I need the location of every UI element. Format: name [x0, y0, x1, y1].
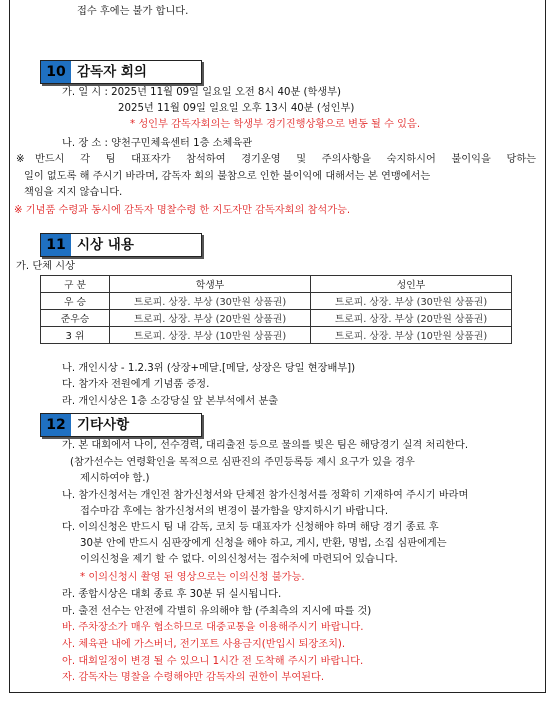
section-number: 11	[41, 234, 71, 256]
table-cell: 트로피. 상장. 부상 (10만원 상품권)	[311, 327, 512, 344]
meeting-paragraph-3: 책임을 지지 않습니다.	[24, 187, 123, 198]
section-11-header	[40, 233, 202, 257]
table-cell: 트로피. 상장. 부상 (30만원 상품권)	[311, 293, 512, 310]
misc-line: 접수마감 후에는 참가신청서의 변경이 불가함을 양지하시기 바랍니다.	[80, 506, 389, 517]
award-item-d: 라. 개인시상은 1층 소강당실 앞 본부석에서 분출	[62, 396, 279, 407]
table-cell: 트로피. 상장. 부상 (10만원 상품권)	[110, 327, 311, 344]
misc-line: 30분 안에 반드시 심판장에게 신청을 해야 하고, 게시, 반환, 명법, 소집 심판에게는	[80, 538, 447, 549]
award-subtitle: 가. 단체 시상	[16, 261, 75, 272]
meeting-place: 나. 장 소 : 양천구민체육센터 1층 소체육관	[62, 138, 253, 149]
misc-line: 나. 참가신청서는 개인전 참가신청서와 단체전 참가신청서를 정확히 기재하여 주시기 바라며	[62, 490, 469, 501]
section-number: 10	[41, 61, 71, 83]
award-item-b: 나. 개인시상 - 1.2.3위 (상장+메달.[메달, 상장은 당일 현장배부])	[62, 363, 356, 374]
award-table	[40, 275, 512, 344]
meeting-date-1: 가. 일 시 : 2025년 11월 09일 일요일 오전 8시 40분 (학생부)	[62, 87, 341, 98]
misc-line: 자. 감독자는 명찰을 수령해야만 감독자의 권한이 부여된다.	[62, 672, 325, 683]
section-title: 감독자 회의	[77, 64, 147, 80]
table-header: 학생부	[110, 276, 311, 293]
table-cell: 3 위	[41, 327, 110, 344]
table-header: 성인부	[311, 276, 512, 293]
misc-line: 사. 체육관 내에 가스버너, 전기포트 사용금지(반입시 퇴장조치).	[62, 639, 346, 650]
section-title: 기타사항	[77, 417, 130, 433]
misc-line: 가. 본 대회에서 나이, 선수경력, 대리출전 등으로 물의를 빚은 팀은 해당경기 실격 처리한다.	[62, 440, 469, 451]
table-cell: 준우승	[41, 310, 110, 327]
misc-line: 이의신청을 제기 할 수 없다. 이의신청서는 접수처에 마련되어 있습니다.	[80, 554, 398, 565]
table-row	[41, 310, 512, 327]
misc-line: 다. 이의신청은 반드시 팀 내 감독, 코치 등 대표자가 신청해야 하며 해당 경기 종료 후	[62, 522, 439, 533]
misc-line: (참가선수는 연령확인을 목적으로 심판진의 주민등록등 제시 요구가 있을 경우	[70, 457, 415, 468]
top-line: 접수 후에는 불가 합니다.	[77, 6, 189, 17]
misc-line: * 이의신청시 촬영 된 영상으로는 이의신청 불가능.	[80, 572, 305, 583]
table-header-row	[41, 276, 512, 293]
misc-line: 바. 주차장소가 매우 협소하므로 대중교통을 이용해주시기 바랍니다.	[62, 622, 364, 633]
table-cell: 트로피. 상장. 부상 (20만원 상품권)	[311, 310, 512, 327]
section-10-header	[40, 60, 202, 84]
table-cell: 트로피. 상장. 부상 (20만원 상품권)	[110, 310, 311, 327]
table-row	[41, 327, 512, 344]
meeting-note: * 성인부 감독자회의는 학생부 경기진행상황으로 변동 될 수 있음.	[130, 119, 421, 130]
table-cell: 우 승	[41, 293, 110, 310]
award-item-c: 다. 참가자 전원에게 기념품 증정.	[62, 379, 210, 390]
section-12-header	[40, 413, 202, 437]
meeting-paragraph-1: ※반드시 각 팀 대표자가 참석하여 경기운영 및 주의사항을 숙지하시어 불이익을 당하는	[16, 154, 536, 165]
misc-line: 제시하여야 함.)	[80, 473, 150, 484]
meeting-date-2: 2025년 11월 09일 일요일 오후 13시 40분 (성인부)	[118, 103, 355, 114]
table-cell: 트로피. 상장. 부상 (30만원 상품권)	[110, 293, 311, 310]
section-number: 12	[41, 414, 71, 436]
misc-line: 라. 종합시상은 대회 종료 후 30분 뒤 실시됩니다.	[62, 589, 282, 600]
misc-line: 마. 출전 선수는 안전에 각별히 유의해야 함 (주최측의 지시에 따를 것)	[62, 606, 372, 617]
table-header: 구 분	[41, 276, 110, 293]
meeting-red-note: ※ 기념품 수령과 동시에 감독자 명찰수령 한 지도자만 감독자회의 참석가능.	[14, 205, 351, 216]
meeting-paragraph-2: 일이 없도록 해 주시기 바라며, 감독자 회의 불참으로 인한 불이익에 대해서는 본 연맹에서는	[24, 171, 431, 182]
table-row	[41, 293, 512, 310]
misc-line: 아. 대회일정이 변경 될 수 있으니 1시간 전 도착해 주시기 바랍니다.	[62, 656, 364, 667]
section-title: 시상 내용	[77, 237, 134, 253]
